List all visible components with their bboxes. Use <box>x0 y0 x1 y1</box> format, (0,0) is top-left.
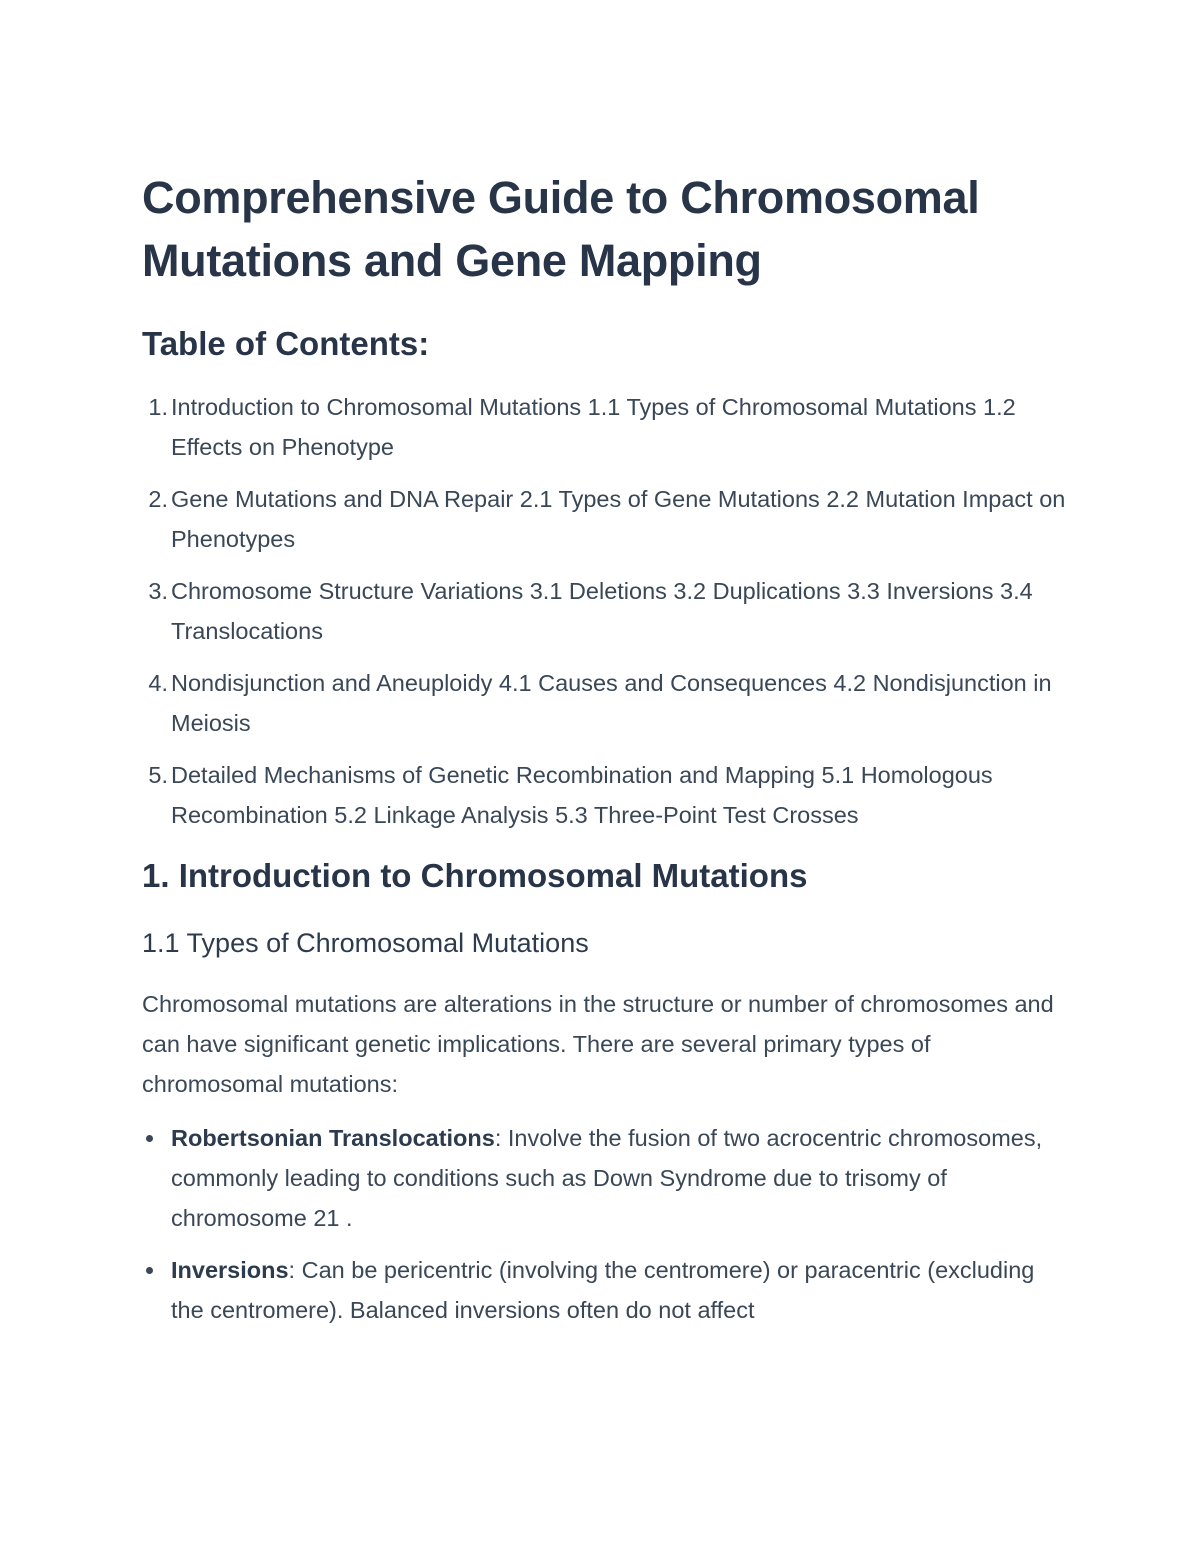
toc-item <box>148 387 1067 467</box>
bullet-dot-icon <box>146 1267 153 1274</box>
document-page <box>142 166 1067 1342</box>
toc-item-text: Detailed Mechanisms of Genetic Recombination and Mapping 5.1 Homologous Recombination 5.2 Linkage Analysis 5.3 Three-Point Test Crosses <box>171 762 993 828</box>
toc-item-text: Introduction to Chromosomal Mutations 1.1 Types of Chromosomal Mutations 1.2 Effects on Phenotype <box>171 394 1016 460</box>
bullet-item <box>171 1118 1067 1238</box>
body-paragraph: Chromosomal mutations are alterations in the structure or number of chromosomes and can have significant genetic implications. There are several primary types of chromosomal mutations: <box>142 991 1054 1097</box>
bullet-list <box>142 1118 1067 1330</box>
toc-item-number: 2. <box>148 486 168 512</box>
toc-item <box>148 755 1067 835</box>
bullet-term: Robertsonian Translocations <box>171 1125 495 1151</box>
toc-item <box>148 571 1067 651</box>
bullet-text: Involve the fusion of two acrocentric chromosomes, commonly leading to conditions such as Down Syndrome due to trisomy of chromosome 21 . <box>171 1125 1043 1231</box>
bullet-dot-icon <box>146 1135 153 1142</box>
table-of-contents <box>142 387 1067 835</box>
bullet-separator: : <box>288 1257 296 1283</box>
subsection-heading: 1.1 Types of Chromosomal Mutations <box>142 928 589 958</box>
toc-item-number: 1. <box>148 394 168 420</box>
toc-heading: Table of Contents: <box>142 325 430 362</box>
bullet-term: Inversions <box>171 1257 289 1283</box>
bullet-item <box>171 1250 1067 1330</box>
section-heading: 1. Introduction to Chromosomal Mutations <box>142 857 808 894</box>
toc-item <box>148 663 1067 743</box>
toc-item-number: 5. <box>148 762 168 788</box>
bullet-text: Can be pericentric (involving the centromere) or paracentric (excluding the centromere). Balanced inversions often do not affect <box>171 1257 1035 1323</box>
toc-item-number: 4. <box>148 670 168 696</box>
toc-item <box>148 479 1067 559</box>
document-title: Comprehensive Guide to Chromosomal Mutations and Gene Mapping <box>142 172 980 286</box>
toc-item-text: Chromosome Structure Variations 3.1 Deletions 3.2 Duplications 3.3 Inversions 3.4 Translocations <box>171 578 1033 644</box>
toc-item-text: Gene Mutations and DNA Repair 2.1 Types of Gene Mutations 2.2 Mutation Impact on Phenotypes <box>171 486 1066 552</box>
bullet-separator: : <box>494 1125 502 1151</box>
toc-item-text: Nondisjunction and Aneuploidy 4.1 Causes and Consequences 4.2 Nondisjunction in Meiosis <box>171 670 1052 736</box>
toc-item-number: 3. <box>148 578 168 604</box>
